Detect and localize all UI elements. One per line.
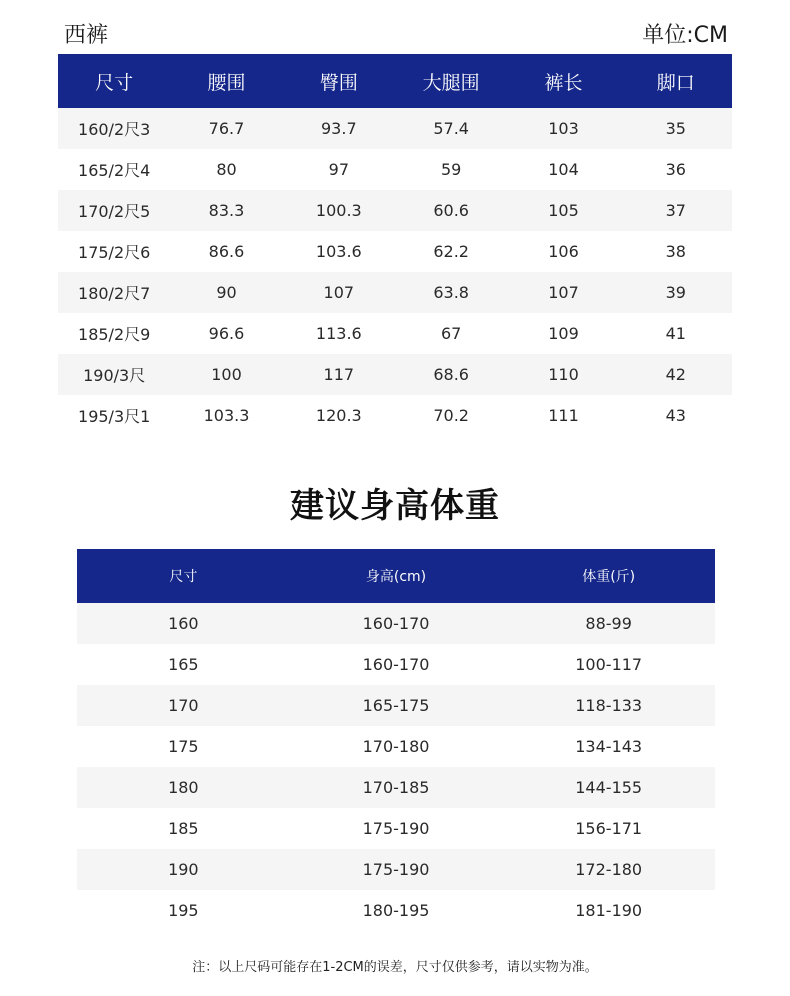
table-row [58,354,732,395]
table-cell: 106 [548,242,579,261]
table-cell: 118-133 [575,696,643,715]
table-row [77,726,715,767]
table-cell: 175-190 [362,860,430,879]
table-cell: 42 [665,365,686,384]
waist-col-header: 腰围 [207,71,246,94]
table-row [58,313,732,354]
table-cell: 134-143 [575,737,643,756]
table-row [77,808,715,849]
table-cell: 59 [440,160,462,179]
table-row [58,108,732,149]
table-cell: 38 [665,242,686,261]
table-cell: 41 [665,324,686,343]
hem-col-header: 脚口 [656,71,695,94]
table-cell: 90 [216,283,237,302]
table-cell: 93.7 [321,119,357,138]
table-cell: 68.6 [433,365,469,384]
table-cell: 181-190 [575,901,643,920]
table-cell: 165 [168,655,199,674]
table-cell: 107 [323,283,355,302]
table-cell: 170 [168,696,199,715]
table-cell: 103.6 [315,242,362,261]
table-cell: 100-117 [575,655,643,674]
table-row [58,190,732,231]
size-col-header: 尺寸 [169,569,198,585]
table-cell: 103.3 [203,406,250,425]
table-cell: 80 [216,160,237,179]
unit-label: 单位:CM [642,23,728,48]
table-cell: 160-170 [362,614,430,633]
height-col-header: 身高(cm) [365,569,427,585]
table-cell: 36 [665,160,686,179]
table-row [77,890,715,931]
table-cell: 117 [323,365,355,384]
table-cell: 100.3 [315,201,362,220]
table-cell: 67 [440,324,462,343]
length-col-header: 裤长 [544,71,583,94]
top-bar [64,20,728,52]
recommend-table-body [77,603,715,931]
hip-col-header: 臀围 [319,71,358,94]
table-cell: 37 [665,201,686,220]
table-cell: 104 [548,160,579,179]
table-cell: 96.6 [208,324,245,343]
recommend-table-header [77,549,715,603]
table-cell: 62.2 [433,242,469,261]
table-cell: 195/3尺1 [78,407,151,426]
size-col-header: 尺寸 [95,71,134,94]
table-cell: 195 [168,901,199,920]
table-cell: 63.8 [433,283,469,302]
table-row [77,767,715,808]
recommend-table [77,549,715,931]
table-cell: 156-171 [575,819,643,838]
table-cell: 190 [168,860,199,879]
table-cell: 180-195 [362,901,430,920]
table-row [77,603,715,644]
table-cell: 60.6 [433,201,469,220]
recommend-title: 建议身高体重 [290,486,500,526]
table-cell: 165/2尺4 [78,161,151,180]
table-cell: 175 [168,737,199,756]
table-cell: 175/2尺6 [78,243,151,262]
table-row [77,685,715,726]
table-cell: 172-180 [575,860,643,879]
table-cell: 120.3 [315,406,362,425]
table-cell: 43 [665,406,686,425]
table-cell: 107 [548,283,579,302]
table-cell: 109 [548,324,579,343]
table-cell: 180/2尺7 [78,284,151,303]
thigh-col-header: 大腿围 [422,71,480,94]
size-table [58,54,732,436]
table-cell: 160 [168,614,199,633]
table-cell: 160/2尺3 [78,120,151,139]
table-cell: 170/2尺5 [78,202,151,221]
table-cell: 97 [328,160,349,179]
table-cell: 170-185 [362,778,430,797]
table-cell: 110 [548,365,579,384]
table-row [58,231,732,272]
table-cell: 185 [168,819,199,838]
table-cell: 105 [548,201,579,220]
table-cell: 111 [548,406,579,425]
table-cell: 160-170 [362,655,430,674]
footnote: 注：以上尺码可能存在1-2CM的误差，尺寸仅供参考，请以实物为准。 [192,960,598,975]
table-cell: 88-99 [585,614,632,633]
product-name: 西裤 [64,23,109,48]
table-cell: 180 [168,778,199,797]
table-cell: 190/3尺 [83,366,146,385]
table-cell: 165-175 [362,696,430,715]
table-cell: 103 [548,119,579,138]
table-row [77,644,715,685]
table-cell: 57.4 [433,119,469,138]
table-cell: 185/2尺9 [78,325,151,344]
table-row [58,149,732,190]
table-cell: 170-180 [362,737,430,756]
table-row [58,272,732,313]
table-cell: 100 [211,365,242,384]
table-cell: 175-190 [362,819,430,838]
table-cell: 86.6 [208,242,245,261]
size-table-header [58,54,732,108]
table-cell: 83.3 [208,201,245,220]
table-cell: 35 [665,119,686,138]
table-row [77,849,715,890]
size-table-body [58,108,732,436]
table-cell: 76.7 [208,119,245,138]
table-cell: 144-155 [575,778,643,797]
table-cell: 70.2 [433,406,469,425]
table-row [58,395,732,436]
table-cell: 39 [665,283,686,302]
weight-col-header: 体重(斤) [582,569,636,585]
table-cell: 113.6 [315,324,362,343]
